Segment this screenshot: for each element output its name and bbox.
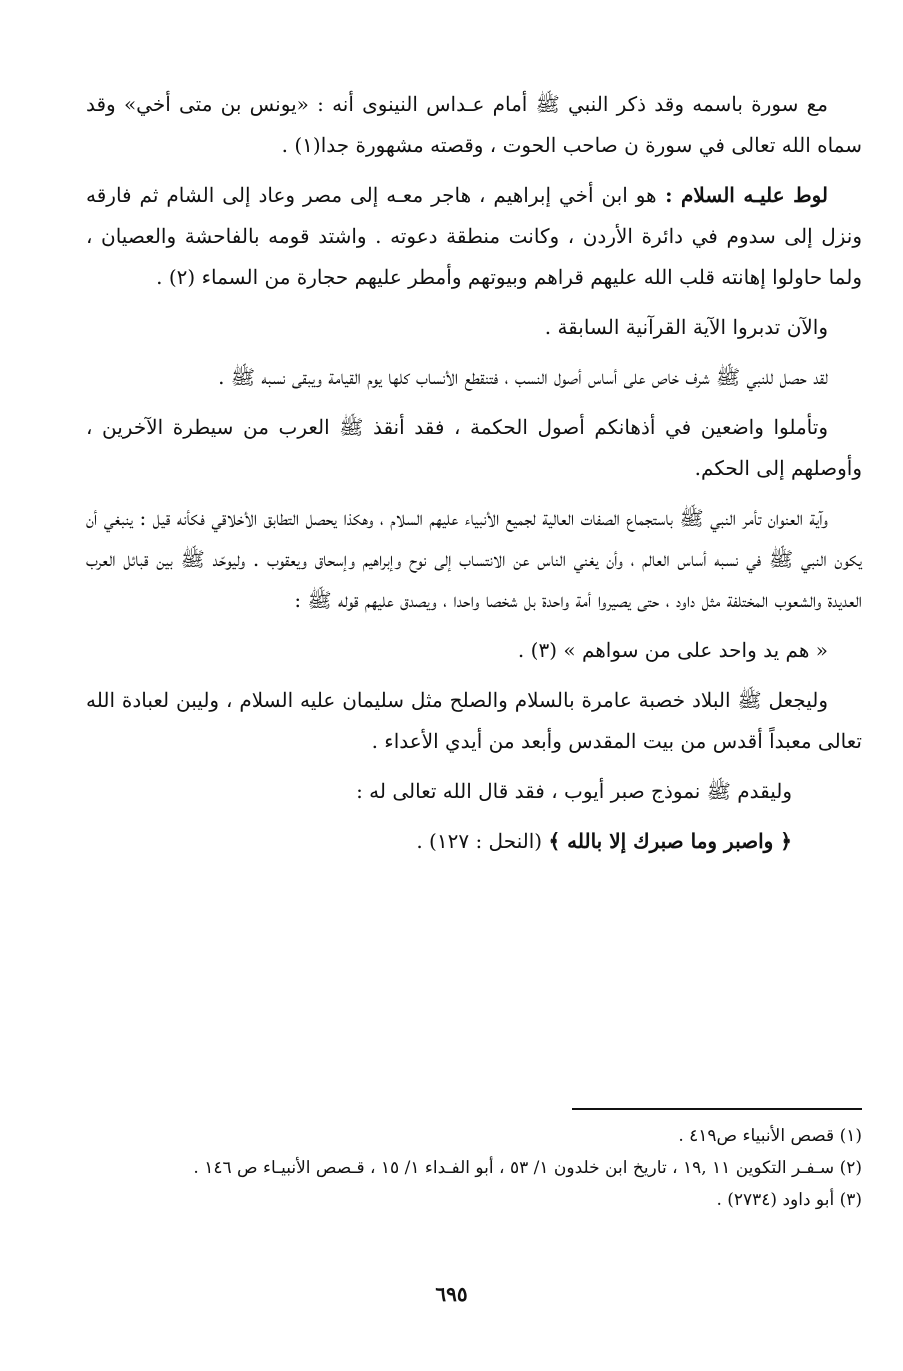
paragraph-1 — [86, 84, 862, 166]
footnote-divider — [572, 1108, 862, 1110]
hadith-quote — [86, 630, 862, 671]
paragraph-text: وتأملوا واضعين في أذهانكم أصول الحكمة ، فقد أنقذ ﷺ العرب من سيطرة الآخرين ، وأوصلهم إلى الحكم. — [86, 415, 862, 480]
paragraph-text: وليقدم ﷺ نموذج صبر أيوب ، فقد قال الله تعالى له : — [356, 779, 792, 803]
footnote-3: (٣) أبو داود (٢٧٣٤) . — [716, 1190, 862, 1210]
verse-reference: (النحل : ١٢٧) . — [416, 829, 543, 853]
paragraph-text: وآية العنوان تأمر النبي ﷺ باستجماع الصفات العالية لجميع الأنبياء عليهم السلام ، وهكذا يحصل التطابق الأخلاقي فكأنه قيل : ينبغي أن يكون النبي ﷺ في نسبه أساس العالم ، وأن يغني الناس عن الانتساب إلى نوح وإبراهيم وإسحاق ويعقوب . وليوحّد ﷺ بين قبائل العرب العديدة والشعوب المختلفة مثل داود ، حتى يصيروا أمة واحدة بل شخصا واحدا ، ويصدق عليهم قوله ﷺ : — [86, 506, 862, 612]
paragraph-2 — [86, 175, 862, 298]
paragraph-3 — [86, 307, 862, 348]
paragraph-text: هو ابن أخي إبراهيم ، هاجر معـه إلى مصر وعاد إلى الشام ثم فارقه ونزل إلى سدوم في دائرة الأردن ، وكانت منطقة دعوته . واشتد قومه بالفاحشة والعصيان ، ولما حاولوا إهانته قلب الله عليهم قراهم وبيوتهم وأمطر عليهم حجارة من السماء (٢) . — [86, 183, 862, 289]
paragraph-text: والآن تدبروا الآية القرآنية السابقة . — [544, 315, 828, 339]
paragraph-4 — [86, 357, 862, 398]
page-number: ٦٩٥ — [435, 1282, 468, 1306]
verse-text: ﴿ واصبر وما صبرك إلا بالله ﴾ — [548, 829, 792, 853]
paragraph-lead-lot: لوط عليـه السلام : — [656, 183, 828, 207]
footnote-2: (٢) سـفـر التكوين ١١ ,١٩ ، تاريخ ابن خلدون ١/ ٥٣ ، أبو الفـداء ١/ ١٥ ، قـصص الأنبيـاء ص ١٤٦ . — [193, 1158, 862, 1178]
paragraph-5 — [86, 407, 862, 489]
footnote-1: (١) قصص الأنبياء ص٤١٩ . — [678, 1126, 862, 1146]
paragraph-8 — [86, 771, 862, 812]
quran-verse — [86, 821, 862, 862]
paragraph-text: مع سورة باسمه وقد ذكر النبي ﷺ أمام عـداس النينوى أنه : «يونس بن متى أخي» وقد سماه الله تعالى في سورة ن صاحب الحوت ، وقصته مشهورة جدا(١) . — [86, 92, 862, 157]
paragraph-text: « هم يد واحد على من سواهم » (٣) . — [517, 638, 828, 662]
footnotes — [86, 1108, 862, 1216]
paragraph-6 — [86, 498, 862, 621]
page-body — [86, 84, 862, 871]
paragraph-text: وليجعل ﷺ البلاد خصبة عامرة بالسلام والصلح مثل سليمان عليه السلام ، وليبن لعبادة الله تعالى معبداً أقدس من بيت المقدس وأبعد من أيدي الأعداء . — [86, 688, 862, 753]
paragraph-7 — [86, 680, 862, 762]
paragraph-text: لقد حصل للنبي ﷺ شرف خاص على أساس أصول النسب ، فتنقطع الأنساب كلها يوم القيامة ويبقى نسبه ﷺ . — [218, 365, 828, 389]
